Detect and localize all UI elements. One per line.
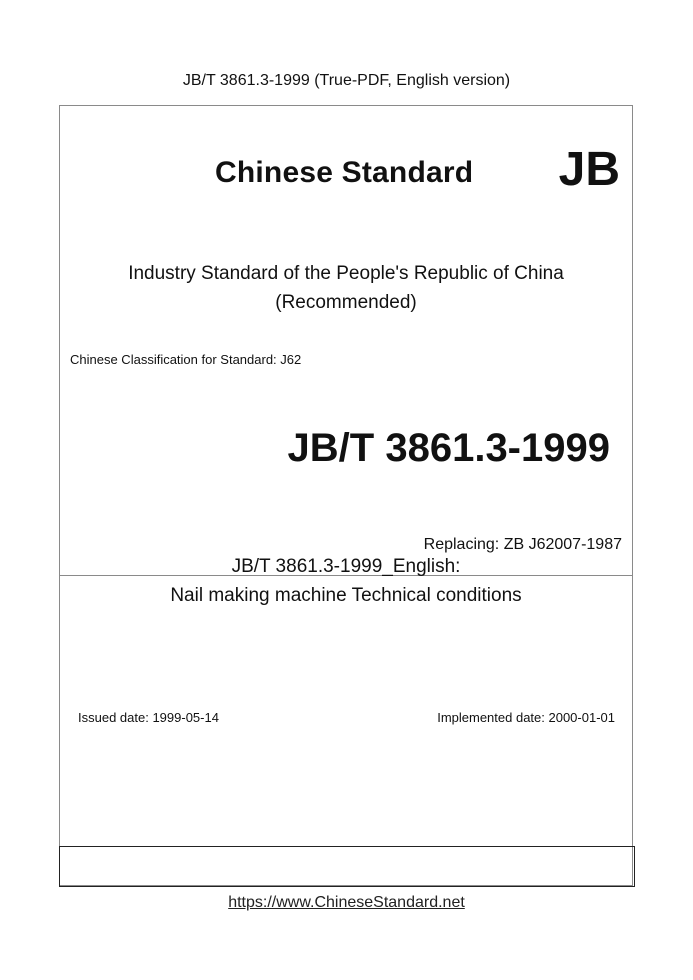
cover-top-section xyxy=(60,106,632,576)
english-title-block xyxy=(60,552,632,610)
bottom-empty-box xyxy=(59,846,635,887)
english-title-line-1: JB/T 3861.3-1999_English: xyxy=(231,556,461,577)
replacing-text: Replacing: ZB J62007-1987 xyxy=(423,536,622,553)
standard-number: JB/T 3861.3-1999 xyxy=(287,426,610,470)
cover-frame xyxy=(59,105,633,886)
document-header-title: JB/T 3861.3-1999 (True-PDF, English version) xyxy=(182,72,511,89)
jb-mark: JB xyxy=(558,143,620,196)
industry-line-2: (Recommended) xyxy=(275,292,417,313)
industry-standard-text xyxy=(60,259,632,317)
implemented-date: Implemented date: 2000-01-01 xyxy=(437,710,615,725)
english-title-line-2: Nail making machine Technical conditions xyxy=(170,585,522,606)
chinese-standard-heading: Chinese Standard xyxy=(215,156,474,189)
industry-line-1: Industry Standard of the People's Republic of China xyxy=(128,263,564,284)
issued-date: Issued date: 1999-05-14 xyxy=(78,710,219,725)
classification-text: Chinese Classification for Standard: J62 xyxy=(70,352,302,367)
website-link[interactable]: https://www.ChineseStandard.net xyxy=(228,894,465,911)
